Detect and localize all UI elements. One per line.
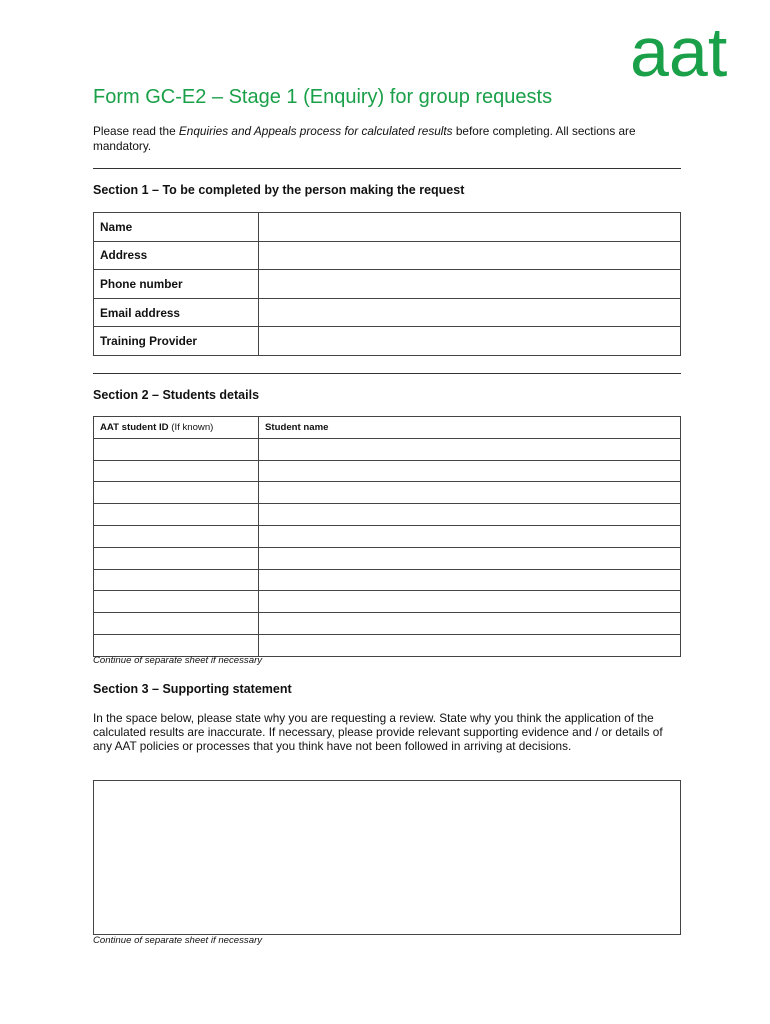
student-name-cell[interactable] [259,569,681,591]
student-id-cell[interactable] [94,547,259,569]
table-row [94,482,681,504]
table-row [94,327,681,356]
requester-details-table [93,212,681,356]
supporting-statement-field[interactable] [93,780,681,935]
student-name-cell[interactable] [259,591,681,613]
student-name-cell[interactable] [259,613,681,635]
address-field[interactable] [259,241,681,270]
student-name-cell[interactable] [259,482,681,504]
table-row [94,504,681,526]
intro-suffix: before completing. All sections are mandatory. [93,124,636,153]
student-id-cell[interactable] [94,482,259,504]
aat-logo-text: aat [630,18,728,82]
phone-label: Phone number [94,270,259,299]
name-field[interactable] [259,213,681,242]
table-row [94,438,681,460]
student-id-cell[interactable] [94,591,259,613]
continuation-note: Continue of separate sheet if necessary [93,935,263,946]
student-name-cell[interactable] [259,547,681,569]
table-row [94,298,681,327]
table-row [94,460,681,482]
student-id-cell[interactable] [94,504,259,526]
aat-logo [630,18,742,82]
student-id-cell[interactable] [94,438,259,460]
student-id-header-label: AAT student ID [100,421,169,433]
divider [93,168,681,169]
table-row [94,525,681,547]
student-name-cell[interactable] [259,438,681,460]
section3-instructions: In the space below, please state why you are requesting a review. State why you think the application of the calculated results are inaccurate. If necessary, please provide relevant supporting evidence and / or details of any AAT policies or processes that you think have not been followed in arriving at decisions. [93,711,663,754]
process-reference: Enquiries and Appeals process for calculated results [178,124,453,138]
student-id-cell[interactable] [94,569,259,591]
student-name-cell[interactable] [259,634,681,656]
table-row [94,241,681,270]
student-id-cell[interactable] [94,460,259,482]
table-header-row [94,417,681,439]
table-row [94,547,681,569]
phone-field[interactable] [259,270,681,299]
training-provider-field[interactable] [259,327,681,356]
page-title: Form GC-E2 – Stage 1 (Enquiry) for group requests [93,86,553,108]
table-row [94,634,681,656]
student-id-hint: (If known) [171,421,214,433]
student-id-cell[interactable] [94,613,259,635]
student-name-cell[interactable] [259,460,681,482]
intro-text [93,124,683,154]
email-field[interactable] [259,298,681,327]
training-provider-label: Training Provider [94,327,259,356]
table-row [94,270,681,299]
section3-heading: Section 3 – Supporting statement [93,682,292,696]
section1-heading: Section 1 – To be completed by the person making the request [93,183,465,197]
email-label: Email address [94,298,259,327]
divider [93,373,681,374]
intro-prefix: Please read the [93,124,179,138]
table-row [94,613,681,635]
student-name-cell[interactable] [259,525,681,547]
student-id-cell[interactable] [94,634,259,656]
table-row [94,213,681,242]
student-name-header: Student name [259,417,681,439]
student-id-cell[interactable] [94,525,259,547]
students-table [93,416,681,657]
continuation-note: Continue of separate sheet if necessary [93,655,263,666]
table-row [94,591,681,613]
name-label: Name [94,213,259,242]
student-name-cell[interactable] [259,504,681,526]
table-row [94,569,681,591]
section2-heading: Section 2 – Students details [93,388,260,402]
student-id-header [94,417,259,439]
address-label: Address [94,241,259,270]
